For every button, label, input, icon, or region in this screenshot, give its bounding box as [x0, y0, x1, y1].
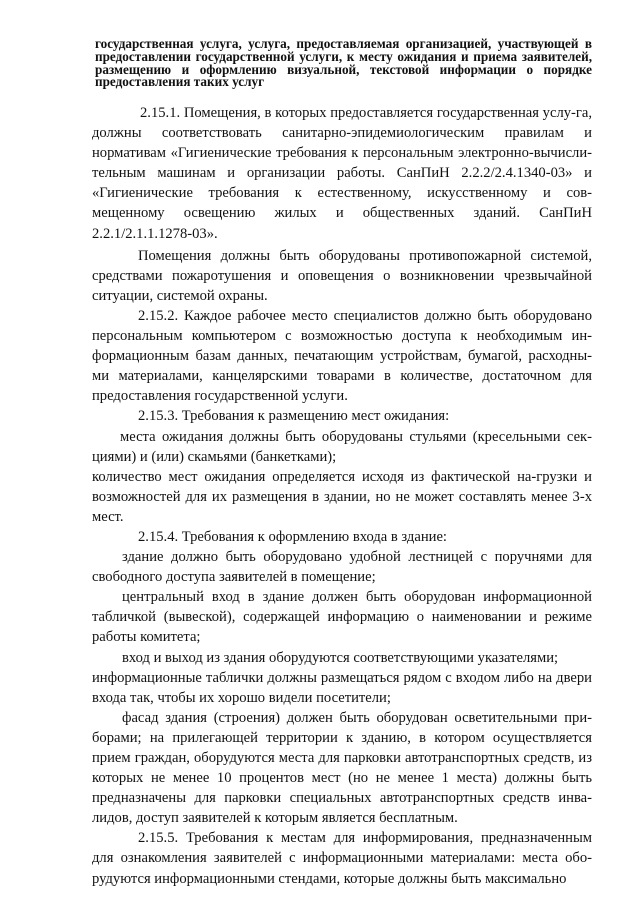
- paragraph-facade-parking: фасад здания (строения) должен быть оборудован осветительными при-борами; на прилегающей территории к зданию, в котором осуществляется прием граждан, оборудуются места для парковки автотранспортных средств, из которых не менее 10 процентов мест (но не менее 1 места) должны быть предназначены для парковки специальных автотранспортных средств инва-лидов, доступ заявителей к которым является бесплатным.: [92, 709, 592, 827]
- paragraph-2-15-4: 2.15.4. Требования к оформлению входа в здание:: [138, 528, 447, 545]
- paragraph-stairs: здание должно быть оборудовано удобной лестницей с поручнями для свободного доступа заявителей в помещение;: [92, 549, 592, 586]
- paragraph-2-15-1: 2.15.1. Помещения, в которых предоставляется государственная услу-га, должны соответствовать санитарно-эпидемиологическим правилам и нормативам «Гигиенические требования к персональным электронно-вычисли-тельным машинам и организации работы. СанПиН 2.2.2/2.4.1340-03» и «Гигиенические требования к естественному, искусственному и сов-мещенному освещению жилых и общественных зданий. СанПиН 2.2.1/2.1.1.1278-03».: [92, 105, 592, 242]
- paragraph-info-plates: информационные таблички должны размещаться рядом с входом либо на двери входа так, чтобы их хорошо видели посетители;: [92, 669, 592, 706]
- paragraph-entry-exit: вход и выход из здания оборудуются соответствующими указателями;: [122, 649, 559, 666]
- paragraph-fire-safety: Помещения должны быть оборудованы противопожарной системой, средствами пожаротушения и оповещения о возникновении чрезвычайной ситуации, системой охраны.: [92, 247, 592, 304]
- paragraph-waiting-count: количество мест ожидания определяется исходя из фактической на-грузки и возможностей для их размещения в здании, но не может составлять менее 3-х мест.: [92, 468, 592, 525]
- paragraph-2-15-5: 2.15.5. Требования к местам для информирования, предназначенным для ознакомления заявителей с информационными материалами: места обо-рудуются информационными стендами, которые должны быть максимально: [92, 830, 592, 887]
- paragraph-entrance-sign: центральный вход в здание должен быть оборудован информационной табличкой (вывеской), содержащей информацию о наименовании и режиме работы комитета;: [92, 589, 592, 646]
- paragraph-waiting-seats: места ожидания должны быть оборудованы стульями (кресельными сек-циями) и (или) скамьями (банкетками);: [92, 428, 592, 465]
- section-heading: государственная услуга, услуга, предоставляемая организацией, участвующей в предоставлении государственной услуги, к месту ожидания и приема заявителей, размещению и оформлению визуальной, текстовой информации о порядке предоставления таких услуг: [95, 36, 592, 90]
- paragraph-2-15-3: 2.15.3. Требования к размещению мест ожидания:: [138, 408, 450, 425]
- document-body: [92, 103, 592, 889]
- paragraph-2-15-2: 2.15.2. Каждое рабочее место специалистов должно быть оборудовано персональным компьютером с возможностью доступа к необходимым ин-формационным базам данных, печатающим устройствам, бумагой, расходны-ми материалами, канцелярскими товарами в количестве, достаточном для предоставления государственной услуги.: [92, 307, 592, 405]
